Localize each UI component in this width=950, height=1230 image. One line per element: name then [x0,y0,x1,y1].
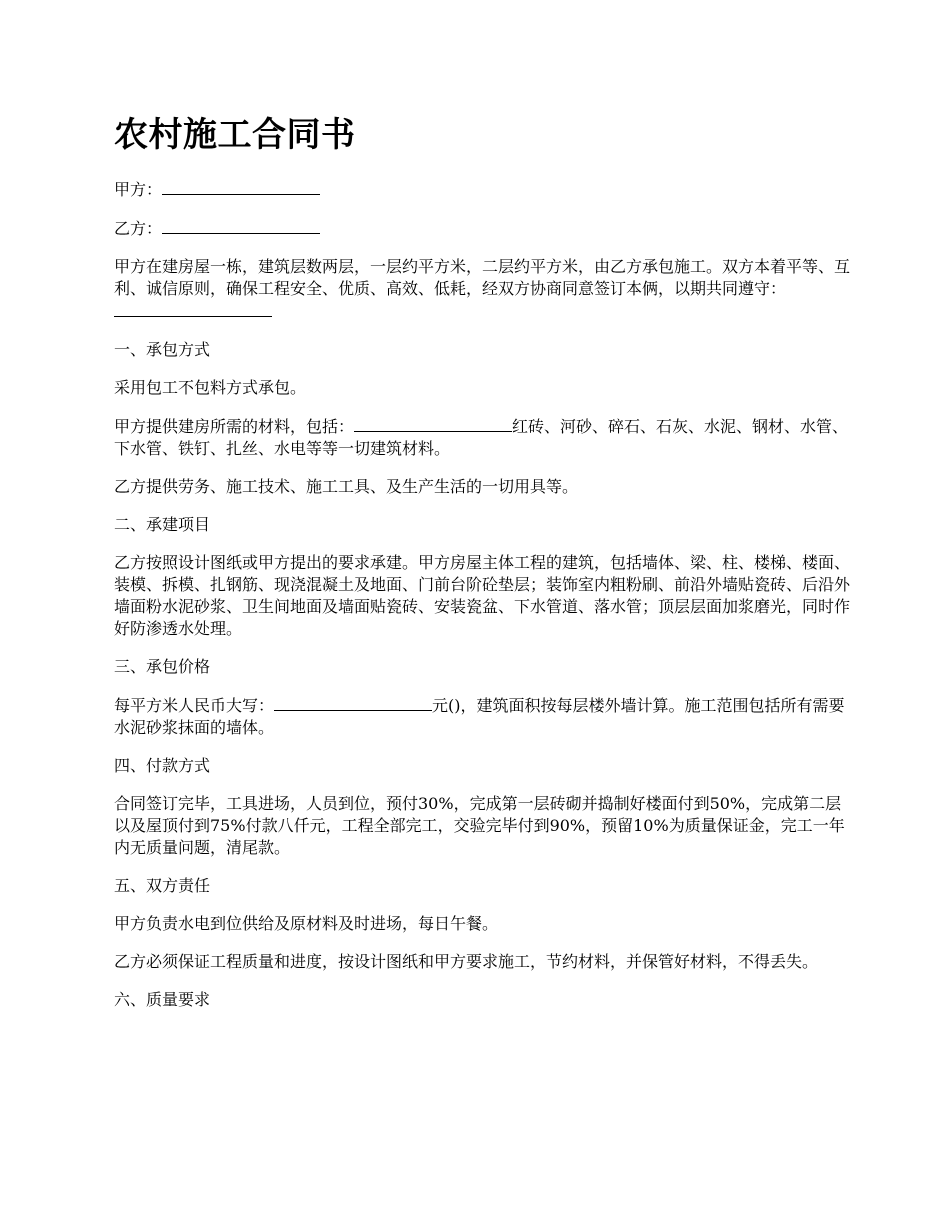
section-heading-2: 二、承建项目 [114,515,211,534]
section-2-paragraph-1: 乙方按照设计图纸或甲方提出的要求承建。甲方房屋主体工程的建筑，包括墙体、梁、柱、楼梯、楼面、装模、拆模、扎钢筋、现浇混凝土及地面、门前台阶砼垫层；装饰室内粗粉刷、前沿外墙贴瓷砖、后沿外墙面粉水泥砂浆、卫生间地面及墙面贴瓷砖、安装瓷盆、下水管道、落水管；顶层层面加浆磨光，同时作好防渗透水处理。 [114,553,851,638]
materials-suffix: 红砖、河砂、碎石、石灰、水泥、钢材、水管、下水管、铁钉、扎丝、水电等等一切建筑材料。 [114,417,849,458]
section-heading-1: 一、承包方式 [114,340,211,359]
section-5-paragraph-1: 甲方负责水电到位供给及原材料及时进场，每日午餐。 [114,914,499,933]
party-a-line [114,178,854,201]
section-1-paragraph-2: 乙方提供劳务、施工技术、施工工具、及生产生活的一切用具等。 [114,477,579,496]
document-title: 农村施工合同书 [114,115,356,155]
price-suffix: 元()，建筑面积按每层楼外墙计算。施工范围包括所有需要水泥砂浆抹面的墙体。 [114,696,845,737]
party-b-line [114,217,854,240]
section-1-materials-paragraph [114,415,854,460]
section-3-price-paragraph [114,694,854,739]
intro-paragraph [114,256,854,323]
section-heading-3: 三、承包价格 [114,657,211,676]
price-prefix: 每平方米人民币大写： [114,696,275,715]
materials-prefix: 甲方提供建房所需的材料，包括： [114,417,355,436]
price-blank [274,694,432,711]
section-heading-4: 四、付款方式 [114,756,211,775]
section-heading-5: 五、双方责任 [114,876,211,895]
contract-page [114,112,854,1027]
party-a-blank [162,178,320,195]
section-4-paragraph-1: 合同签订完毕，工具进场，人员到位，预付30%，完成第一层砖砌并捣制好楼面付到50%，完成第二层以及屋顶付到75%付款八仟元，工程全部完工，交验完毕付到90%，预留10%为质量保证金，完工一年内无质量问题，清尾款。 [114,794,845,857]
intro-text: 甲方在建房屋一栋，建筑层数两层，一层约平方米，二层约平方米，由乙方承包施工。双方本着平等、互利、诚信原则，确保工程安全、优质、高效、低耗，经双方协商同意签订本俩，以期共同遵守： [114,257,851,298]
section-5-paragraph-2: 乙方必须保证工程质量和进度，按设计图纸和甲方要求施工，节约材料，并保管好材料，不得丢失。 [114,952,819,971]
intro-blank [114,300,272,317]
party-b-blank [162,217,320,234]
materials-blank [354,415,512,432]
party-b-label: 乙方： [114,219,163,238]
section-1-paragraph-1: 采用包工不包料方式承包。 [114,378,307,397]
section-heading-6: 六、质量要求 [114,990,211,1009]
party-a-label: 甲方： [114,180,163,199]
